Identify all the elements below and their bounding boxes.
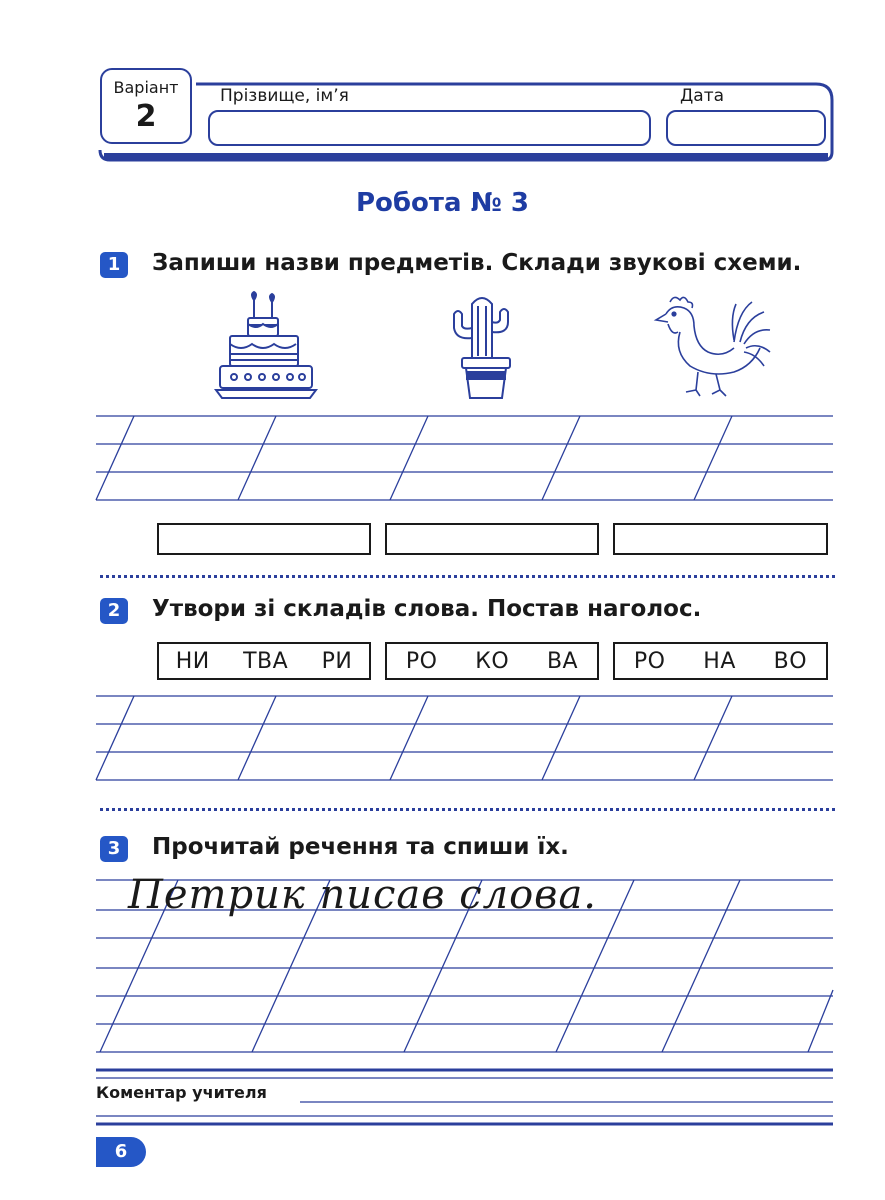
syllable-group-3 — [613, 642, 828, 680]
task-2-badge: 2 — [100, 598, 128, 624]
syllable: ВА — [546, 648, 579, 674]
task-1-text: Запиши назви предметів. Склади звукові схеми. — [152, 250, 802, 276]
task-1-badge: 1 — [100, 252, 128, 278]
syllable: НА — [703, 648, 736, 674]
syllable: РИ — [321, 648, 353, 674]
sound-scheme-box-2[interactable] — [385, 523, 599, 555]
section-divider-1 — [100, 575, 835, 578]
page-number: 6 — [96, 1137, 146, 1167]
syllable: КО — [475, 648, 510, 674]
sample-sentence: Петрик писав слова. — [128, 872, 598, 918]
syllable: РО — [405, 648, 438, 674]
task-2-text: Утвори зі складів слова. Постав наголос. — [152, 596, 702, 622]
syllable: НИ — [175, 648, 210, 674]
sound-scheme-box-3[interactable] — [613, 523, 828, 555]
section-divider-2 — [100, 808, 835, 811]
date-label: Дата — [680, 86, 725, 106]
work-title: Робота № 3 — [355, 188, 530, 218]
sound-scheme-box-1[interactable] — [157, 523, 371, 555]
task-3-text: Прочитай речення та спиши їх. — [152, 834, 569, 860]
variant-number: 2 — [135, 99, 157, 134]
variant-label: Варіант — [113, 78, 179, 97]
task-3-badge: 3 — [100, 836, 128, 862]
syllable-group-2 — [385, 642, 599, 680]
name-label: Прізвище, ім’я — [220, 86, 349, 106]
teacher-comment-label: Коментар учителя — [96, 1083, 267, 1102]
syllable: ВО — [773, 648, 808, 674]
syllable: ТВА — [243, 648, 289, 674]
syllable: РО — [633, 648, 666, 674]
syllable-group-1 — [157, 642, 371, 680]
